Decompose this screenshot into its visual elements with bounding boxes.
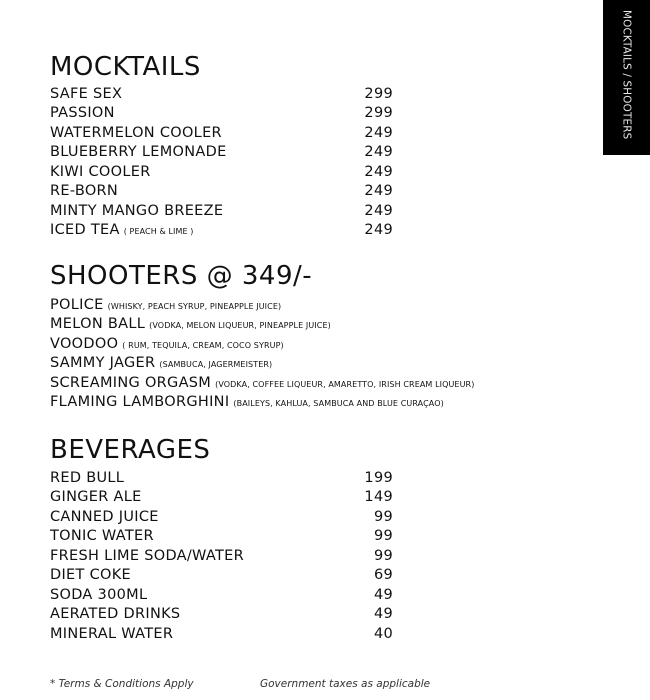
item-name: AERATED DRINKS	[50, 606, 181, 622]
item-price: 249	[364, 125, 393, 141]
menu-item	[50, 375, 474, 394]
item-price: 199	[364, 470, 393, 486]
item-name: MELON BALL	[50, 316, 146, 332]
item-note: (WHISKY, PEACH SYRUP, PINEAPPLE JUICE)	[107, 302, 282, 311]
item-price: 249	[364, 203, 393, 219]
item-name: SAMMY JAGER	[50, 355, 156, 371]
item-price: 99	[373, 528, 393, 544]
item-price: 40	[373, 626, 393, 642]
item-name: CANNED JUICE	[50, 509, 159, 525]
item-price: 249	[364, 222, 393, 238]
item-price: 99	[373, 509, 393, 525]
section-tab-label: MOCKTAILS / SHOOTERS	[620, 10, 633, 140]
menu-item	[50, 626, 173, 645]
item-name: PASSION	[50, 105, 115, 121]
item-note: ( RUM, TEQUILA, CREAM, COCO SYRUP)	[122, 341, 284, 350]
menu-item	[50, 144, 227, 163]
item-name: RED BULL	[50, 470, 125, 486]
item-note: (SAMBUCA, JAGERMEISTER)	[159, 360, 273, 369]
item-name: SAFE SEX	[50, 86, 123, 102]
item-name: VOODOO	[50, 336, 119, 352]
item-price: 49	[373, 606, 393, 622]
menu-item	[50, 606, 180, 625]
mocktails-title: MOCKTAILS	[50, 52, 201, 82]
menu-item	[50, 587, 147, 606]
menu-item	[50, 125, 222, 144]
menu-item	[50, 183, 118, 202]
item-note: ( PEACH & LIME )	[123, 227, 194, 236]
item-price: 249	[364, 164, 393, 180]
menu-item	[50, 164, 151, 183]
menu-item	[50, 567, 131, 586]
menu-item	[50, 297, 281, 316]
item-price: 249	[364, 144, 393, 160]
taxes-note: Government taxes as applicable	[260, 678, 431, 690]
item-name: SCREAMING ORGASM	[50, 375, 212, 391]
item-price: 299	[364, 105, 393, 121]
beverages-title: BEVERAGES	[50, 435, 211, 465]
item-name: MINERAL WATER	[50, 626, 174, 642]
item-note: (VODKA, COFFEE LIQUEUR, AMARETTO, IRISH CREAM LIQUEUR)	[215, 380, 475, 389]
menu-item	[50, 470, 124, 489]
item-name: BLUEBERRY LEMONADE	[50, 144, 227, 160]
item-note: (VODKA, MELON LIQUEUR, PINEAPPLE JUICE)	[149, 321, 331, 330]
item-price: 249	[364, 183, 393, 199]
menu-item	[50, 203, 223, 222]
item-price: 149	[364, 489, 393, 505]
menu-item	[50, 86, 122, 105]
menu-item	[50, 489, 142, 508]
item-name: ICED TEA	[50, 222, 120, 238]
item-name: GINGER ALE	[50, 489, 142, 505]
section-tab	[603, 0, 650, 155]
menu-item	[50, 528, 154, 547]
terms-note: * Terms & Conditions Apply	[50, 678, 194, 690]
item-name: POLICE	[50, 297, 104, 313]
item-name: TONIC WATER	[50, 528, 154, 544]
item-note: (BAILEYS, KAHLUA, SAMBUCA AND BLUE CURAÇAO)	[233, 399, 444, 408]
item-name: RE-BORN	[50, 183, 119, 199]
item-name: WATERMELON COOLER	[50, 125, 222, 141]
menu-item	[50, 355, 272, 374]
menu-item	[50, 336, 284, 355]
item-name: KIWI COOLER	[50, 164, 151, 180]
menu-item	[50, 222, 194, 241]
menu-item	[50, 509, 159, 528]
item-name: FLAMING LAMBORGHINI	[50, 394, 230, 410]
item-name: FRESH LIME SODA/WATER	[50, 548, 244, 564]
item-price: 99	[373, 548, 393, 564]
item-price: 49	[373, 587, 393, 603]
item-name: SODA 300ML	[50, 587, 148, 603]
item-price: 69	[373, 567, 393, 583]
item-name: DIET COKE	[50, 567, 131, 583]
menu-item	[50, 316, 331, 335]
menu-item	[50, 394, 444, 413]
item-price: 299	[364, 86, 393, 102]
item-name: MINTY MANGO BREEZE	[50, 203, 224, 219]
menu-item	[50, 548, 244, 567]
menu-item	[50, 105, 115, 124]
shooters-title: SHOOTERS @ 349/-	[50, 261, 313, 291]
